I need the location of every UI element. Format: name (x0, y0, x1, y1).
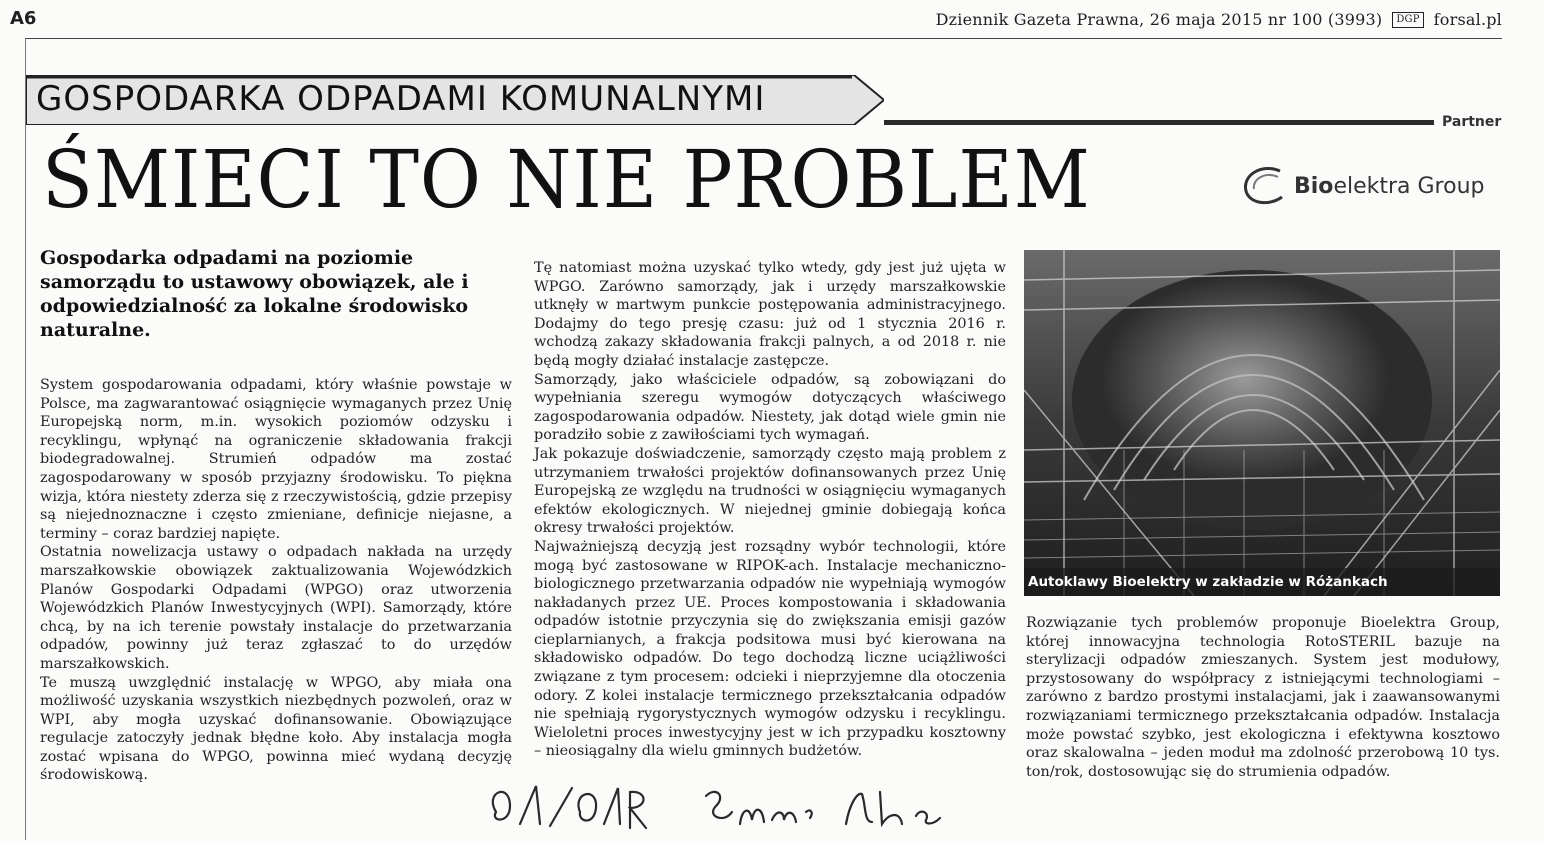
article-column-1 (40, 376, 512, 785)
dgp-logo: DGP (1392, 12, 1423, 28)
article-column-2 (534, 259, 1006, 761)
paragraph: Jak pokazuje doświadczenie, samorządy często mają problem z utrzymaniem trwałości projektów dofinansowanych przez Unię Europejską ze względu na trudności w osiągnięciu wymaganych efektów ekologicznych. W niejednej gminie dobiegają końca okresy trwałości projektów. (534, 445, 1006, 537)
paragraph: Najważniejszą decyzją jest rozsądny wybór technologii, które mogą być zastosowane w RIPOK-ach. Instalacje mechaniczno-biologicznego przetwarzania odpadów nie wypełniają wymogów nakładanych przez UE. Proces kompostowania i składowania odpadów istotnie przyczynia się do zwiększania emisji gazów cieplarnianych, a frakcja podsitowa musi być kierowana na składowisko odpadów. Do tego dochodzą liczne uciążliwości związane z tym procesem: odcieki i nieprzyjemne dla otoczenia odory. Z kolei instalacje termicznego przekształcania odpadów nie spełniają rygorystycznych wymogów odzysku i recyklingu. Wieloletni proces inwestycyjny jest w ich przypadku kosztowny – nieosiągalny dla wielu gminnych budżetów. (534, 538, 1006, 760)
section-banner (26, 75, 884, 125)
bioelektra-logo-icon (1240, 165, 1286, 207)
header-rule (26, 38, 1502, 39)
masthead-text: Dziennik Gazeta Prawna, 26 maja 2015 nr 100 (3993) (935, 10, 1383, 29)
paragraph: Rozwiązanie tych problemów proponuje Bioelektra Group, której innowacyjna technologia RotoSTERIL bazuje na sterylizacji odpadów zmieszanych. System jest modułowy, przystosowany do współpracy z istniejącymi technologiami – zarówno z bardzo prostymi instalacjami, jak i zaawansowanymi rozwiązaniami termicznego przekształcania odpadów. Instalacja może powstać szybko, jest ekologiczna i efektywna kosztowo oraz skalowalna – jeden moduł ma zdolność przerobową 10 tys. ton/rok, dostosowując się do strumienia odpadów. (1026, 615, 1500, 780)
headline: ŚMIECI TO NIE PROBLEM (42, 133, 1091, 226)
autoclave-photo-illustration (1024, 250, 1500, 596)
paragraph: Samorządy, jako właściciele odpadów, są zobowiązani do wypełniania szeregu wymogów dotyczących właściwego zagospodarowania odpadów. Niestety, jak dotąd wiele gmin nie poradziło sobie z zawiłościami tych wymagań. (534, 371, 1006, 444)
paragraph: System gospodarowania odpadami, który właśnie powstaje w Polsce, ma zagwarantować osiągnięcie wymaganych przez Unię Europejską norm, m.in. wysokich poziomów odzysku i recyklingu, wpłynąć na ograniczenie składowania frakcji biodegradowalnej. Strumień odpadów ma zostać zagospodarowany w sposób przyjazny środowisku. To piękna wizja, która niestety zderza się z rzeczywistością, gdzie przepisy są niejednoznaczne i często zmieniane, definicje niejasne, a terminy – coraz bardziej napięte. (40, 377, 512, 542)
section-rule (884, 120, 1434, 125)
left-margin-rule (25, 38, 26, 840)
article-column-3 (1026, 614, 1500, 781)
handwritten-signature (480, 772, 960, 840)
brand-name (1294, 174, 1484, 199)
lead-paragraph: Gospodarka odpadami na poziomie samorządu to ustawowy obowiązek, ale i odpowiedzialność za lokalne środowisko naturalne. (40, 247, 469, 341)
section-label: GOSPODARKA ODPADAMI KOMUNALNYMI (36, 79, 766, 119)
article-photo (1024, 250, 1500, 596)
site-name: forsal.pl (1433, 10, 1502, 29)
masthead (936, 10, 1502, 29)
paragraph: Te muszą uwzględnić instalację w WPGO, aby miała ona możliwość uzyskania wszystkich niezbędnych pozwoleń, oraz w WPI, aby mogła uzyskać dofinansowanie. Obowiązujące regulacje zatoczyły jednak błędne koło. Aby instalacja mogła zostać wpisana do WPGO, powinna mieć wydaną decyzję środowiskową. (40, 674, 512, 784)
partner-label: Partner (1442, 114, 1502, 130)
paragraph: Ostatnia nowelizacja ustawy o odpadach nakłada na urzędy marszałkowskie obowiązek zaktualizowania Wojewódzkich Planów Gospodarki Odpadami (WPGO) oraz utworzenia Wojewódzkich Planów Inwestycyjnych (WPI). Samorządy, które chcą, by na ich terenie powstały instalacje do przetwarzania odpadów, powinny już teraz zgłaszać to do urzędów marszałkowskich. (40, 544, 512, 672)
signature-scribble (480, 772, 960, 840)
page-number: A6 (10, 8, 37, 29)
photo-caption: Autoklawy Bioelektry w zakładzie w Różankach (1028, 574, 1388, 590)
partner-brand (1240, 165, 1484, 207)
brand-name-rest: elektra Group (1333, 173, 1485, 199)
paragraph: Tę natomiast można uzyskać tylko wtedy, gdy jest już ujęta w WPGO. Zarówno samorządy, jak i urzędy marszałkowskie utknęły w martwym punkcie postępowania administracyjnego. Dodajmy do tego presję czasu: już od 1 stycznia 2016 r. wchodzą zakazy składowania frakcji palnych, a od 2018 r. nie będą mogły działać instalacje zastępcze. (534, 260, 1006, 369)
brand-name-bold: Bio (1294, 173, 1334, 199)
